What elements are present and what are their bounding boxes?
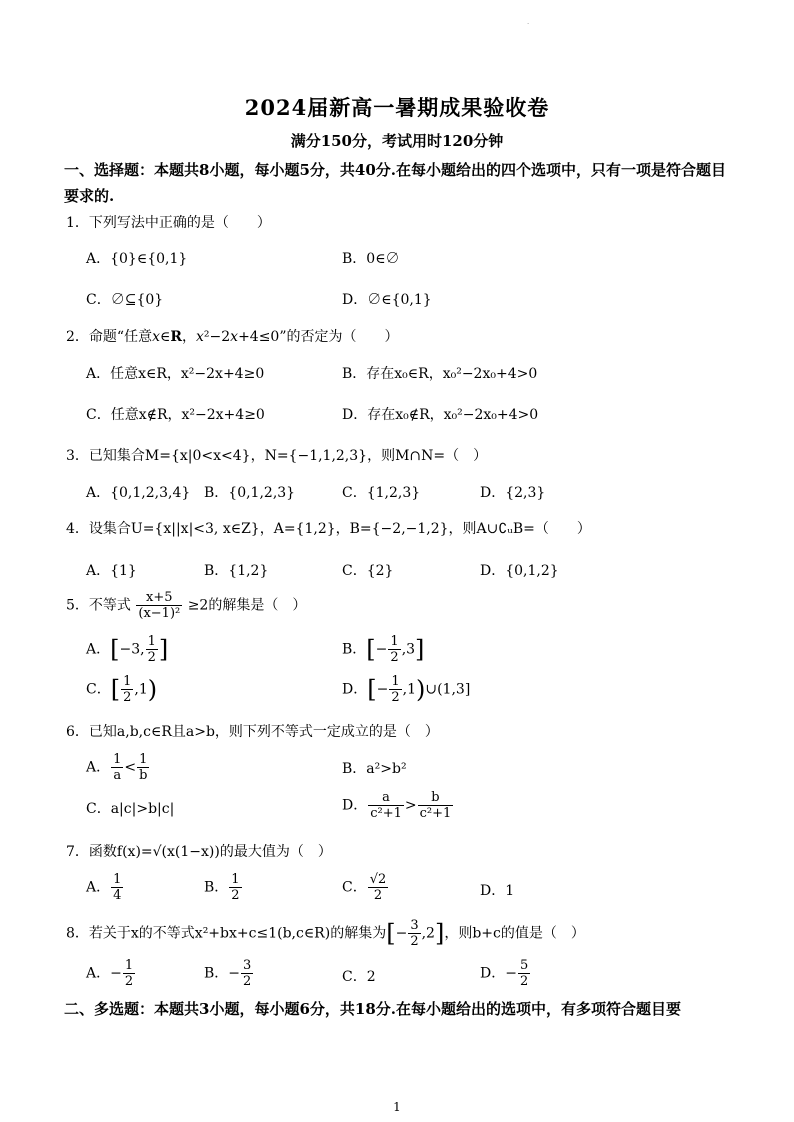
- q8-option-a: A．− $\frac{1}{2}$: [86, 958, 134, 989]
- page-subtitle: 满分150分，考试用时120分钟: [290, 132, 504, 150]
- question-8: 8．若关于x的不等式x²+bx+c≤1(b,c∈R)的解集为[− $\frac{3}{2}$ ,2]，则b+c的值是（ ）: [66, 918, 585, 949]
- q2-option-a: A．任意x∈R，x²−2x+4≥0: [86, 366, 265, 382]
- question-6: 6．已知a,b,c∈R且a>b，则下列不等式一定成立的是（ ）: [66, 724, 439, 740]
- question-4: 4．设集合U={x||x|<3, x∈Z}，A={1,2}，B={−2,−1,2}，则A∪∁ᵤB=（ ）: [66, 521, 591, 537]
- q5-option-a: A．[−3, $\frac{1}{2}$ ]: [86, 634, 169, 665]
- q7-option-a: A． $\frac{1}{4}$: [86, 872, 122, 903]
- q5-option-c: C．[ $\frac{1}{2}$ ,1): [86, 674, 158, 705]
- q1-option-c: C．∅⊆{0}: [86, 292, 164, 308]
- q2-option-b: B．存在x₀∈R，x₀²−2x₀+4>0: [342, 366, 538, 382]
- question-7: 7．函数f(x)=√(x(1−x))的最大值为（ ）: [66, 844, 332, 860]
- q3-option-c: C．{1,2,3}: [342, 485, 421, 501]
- q2-option-d: D．存在x₀∉R，x₀²−2x₀+4>0: [342, 407, 539, 423]
- q4-option-c: C．{2}: [342, 563, 394, 579]
- q8-option-d: D．− $\frac{5}{2}$: [480, 958, 529, 989]
- corner-mark: ·: [527, 20, 530, 28]
- q8-option-c: C．2: [342, 969, 376, 985]
- q4-option-b: B．{1,2}: [204, 563, 269, 579]
- q7-option-d: D．1: [480, 883, 515, 899]
- q1-option-a: A．{0}∈{0,1}: [86, 251, 188, 267]
- q7-option-c: C． $\frac{√2}{2}$: [342, 872, 387, 903]
- section-1-heading: 一、选择题：本题共8小题，每小题5分，共40分.在每小题给出的四个选项中，只有一项是符合题目要求的.: [64, 161, 726, 205]
- q3-option-d: D．{2,3}: [480, 485, 546, 501]
- q1-option-b: B．0∈∅: [342, 251, 400, 267]
- q6-option-b: B．a²>b²: [342, 761, 407, 777]
- page-number: 1: [393, 1100, 401, 1114]
- q3-option-b: B．{0,1,2,3}: [204, 485, 296, 501]
- q6-option-c: C．a|c|>b|c|: [86, 801, 175, 817]
- q5-option-b: B．[− $\frac{1}{2}$ ,3]: [342, 634, 425, 665]
- q4-option-d: D．{0,1,2}: [480, 563, 559, 579]
- section-2-heading: 二、多选题：本题共3小题，每小题6分，共18分.在每小题给出的选项中，有多项符合题目要: [64, 1000, 681, 1018]
- q8-option-b: B．− $\frac{3}{2}$: [204, 958, 252, 989]
- q5-option-d: D．[− $\frac{1}{2}$ ,1)∪(1,3]: [342, 674, 471, 705]
- question-1: 1．下列写法中正确的是（ ）: [66, 215, 271, 231]
- q1-option-d: D．∅∈{0,1}: [342, 292, 432, 308]
- q6-option-a: A． $\frac{1}{a}$ < $\frac{1}{b}$: [86, 752, 148, 783]
- q4-option-a: A．{1}: [86, 563, 137, 579]
- page-title: 2024届新高一暑期成果验收卷: [244, 95, 550, 120]
- q2-option-c: C．任意x∉R，x²−2x+4≥0: [86, 407, 265, 423]
- question-5: 5．不等式 $\frac{x+5}{\text{(x−1)²}}$ ≥2的解集是（ ）: [66, 590, 307, 621]
- question-2: 2．命题“任意x∈R，x²−2x+4≤0”的否定为（ ）: [66, 329, 399, 345]
- question-3: 3．已知集合M={x|0<x<4}，N={−1,1,2,3}，则M∩N=（ ）: [66, 448, 488, 464]
- q6-option-d: D． $\frac{a}{\text{c²+1}}$ > $\frac{b}{\text{c²+1}}$: [342, 790, 452, 821]
- q3-option-a: A．{0,1,2,3,4}: [86, 485, 191, 501]
- q7-option-b: B． $\frac{1}{2}$: [204, 872, 240, 903]
